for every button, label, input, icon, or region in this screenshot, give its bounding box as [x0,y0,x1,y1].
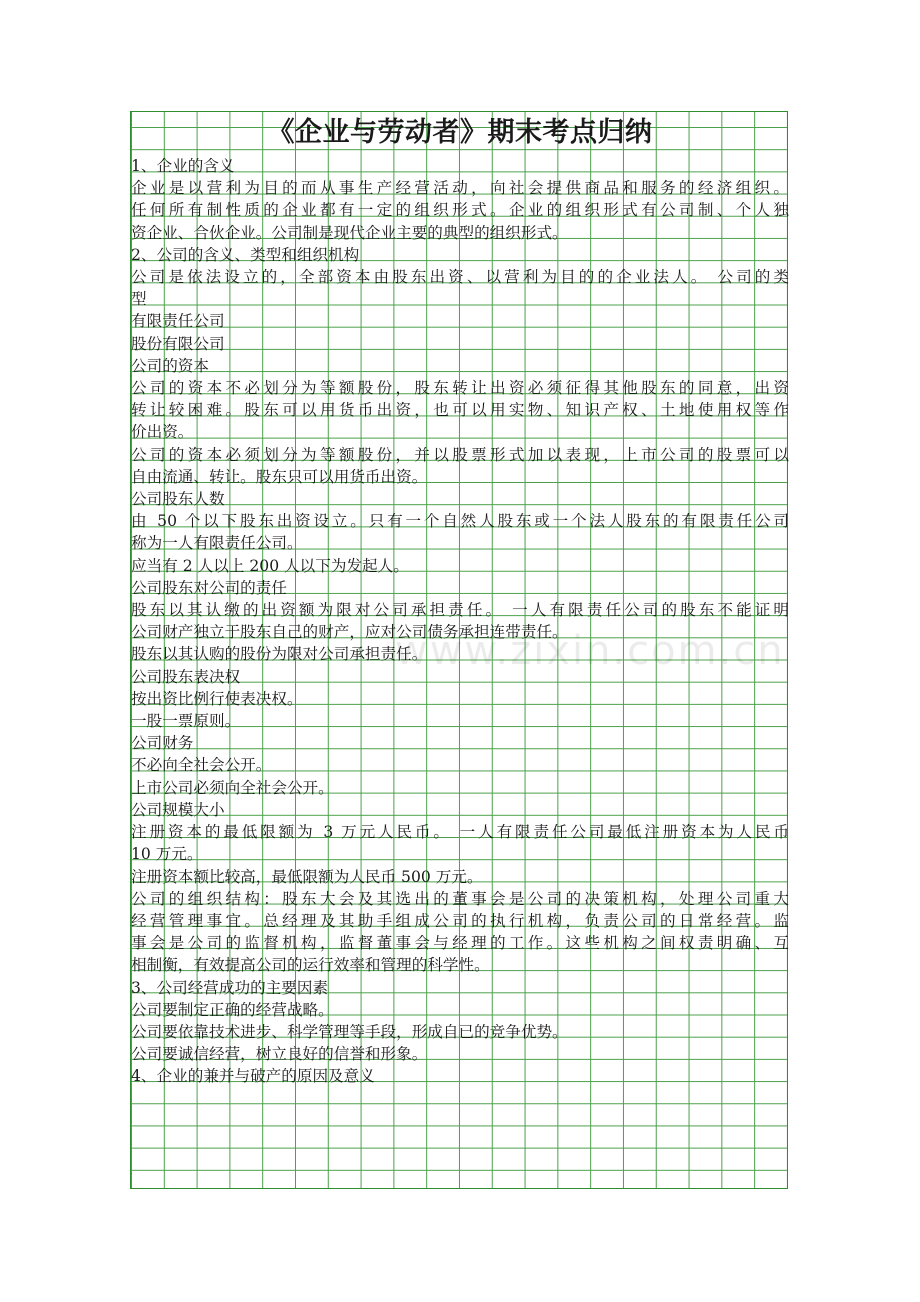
text-line: 按出资比例行使表决权。 [131,689,303,708]
text-line: 公司要制定正确的经营战略。 [131,1000,334,1019]
text-line: 经营管理事宜。总经理及其助手组成公司的执行机构，负责公司的日常经营。监 [131,911,789,930]
text-line: 公司要依靠技术进步、科学管理等手段，形成自已的竞争优势。 [131,1022,568,1041]
text-line: 自由流通、转让。股东只可以用货币出资。 [131,467,428,486]
text-line: 公司的资本必须划分为等额股份，并以股票形式加以表现，上市公司的股票可以 [131,445,789,464]
text-line: 2、公司的含义、类型和组织机构 [131,245,360,264]
text-line: 转让较困难。股东可以用货币出资，也可以用实物、知识产权、土地使用权等作 [131,401,789,420]
text-line: 3、公司经营成功的主要因素 [131,978,329,997]
text-line: 股东以其认缴的出资额为限对公司承担责任。 一人有限责任公司的股东不能证明 [131,601,789,620]
text-line: 上市公司必须向全社会公开。 [131,778,334,797]
text-line: 公司股东表决权 [131,667,241,686]
text-lines [131,155,789,1088]
text-line: 股份有限公司 [131,334,225,353]
text-line: 4、企业的兼并与破产的原因及意义 [131,1067,375,1086]
text-line: 企业是以营利为目的而从事生产经营活动，向社会提供商品和服务的经济组织。 [131,179,789,198]
text-line: 注册资本额比较高，最低限额为人民币 500 万元。 [131,867,483,886]
watermark: www.zixin.com.cn [395,628,785,674]
text-line: 公司股东人数 [131,490,225,509]
text-line: 称为一人有限责任公司。 [131,534,303,553]
text-line: 公司要诚信经营，树立良好的信誉和形象。 [131,1045,428,1064]
text-line: 公司股东对公司的责任 [131,578,287,597]
text-line: 事会是公司的监督机构，监督董事会与经理的工作。这些机构之间权责明确、互 [131,934,789,953]
page-title: 《企业与劳动者》期末考点归纳 [267,117,653,148]
text-line: 相制衡，有效提高公司的运行效率和管理的科学性。 [131,956,490,975]
text-line: 不必向全社会公开。 [131,756,272,775]
text-line: 价出资。 [131,423,194,442]
text-line: 10 万元。 [131,845,203,864]
text-line: 1、企业的含义 [131,157,235,175]
text-line: 应当有 2 人以上 200 人以下为发起人。 [131,556,409,575]
text-line: 一股一票原则。 [131,712,241,731]
text-line: 任何所有制性质的企业都有一定的组织形式。企业的组织形式有公司制、个人独 [131,201,789,220]
text-line: 资企业、合伙企业。公司制是现代企业主要的典型的组织形式。 [131,223,568,242]
text-line: 公司的组织结构：股东大会及其选出的董事会是公司的决策机构，处理公司重大 [131,889,789,908]
document-body [131,111,789,1088]
text-line: 公司规模大小 [131,800,225,819]
text-line: 有限责任公司 [131,312,225,331]
text-line: 公司的资本 [131,356,209,375]
text-line: 股东以其认购的股份为限对公司承担责任。 [131,645,428,664]
text-line: 型 [131,290,147,309]
text-line: 公司的资本不必划分为等额股份，股东转让出资必须征得其他股东的同意，出资 [131,379,789,398]
text-line: 公司是依法设立的，全部资本由股东出资、以营利为目的的企业法人。 公司的类 [131,268,789,287]
text-line: 注册资本的最低限额为 3 万元人民币。 一人有限责任公司最低注册资本为人民币 [131,823,789,842]
text-line: 由 50 个以下股东出资设立。只有一个自然人股东或一个法人股东的有限责任公司 [131,512,789,531]
text-line: 公司财产独立于股东自己的财产，应对公司债务承担连带责任。 [131,623,568,642]
text-line: 公司财务 [131,734,194,753]
